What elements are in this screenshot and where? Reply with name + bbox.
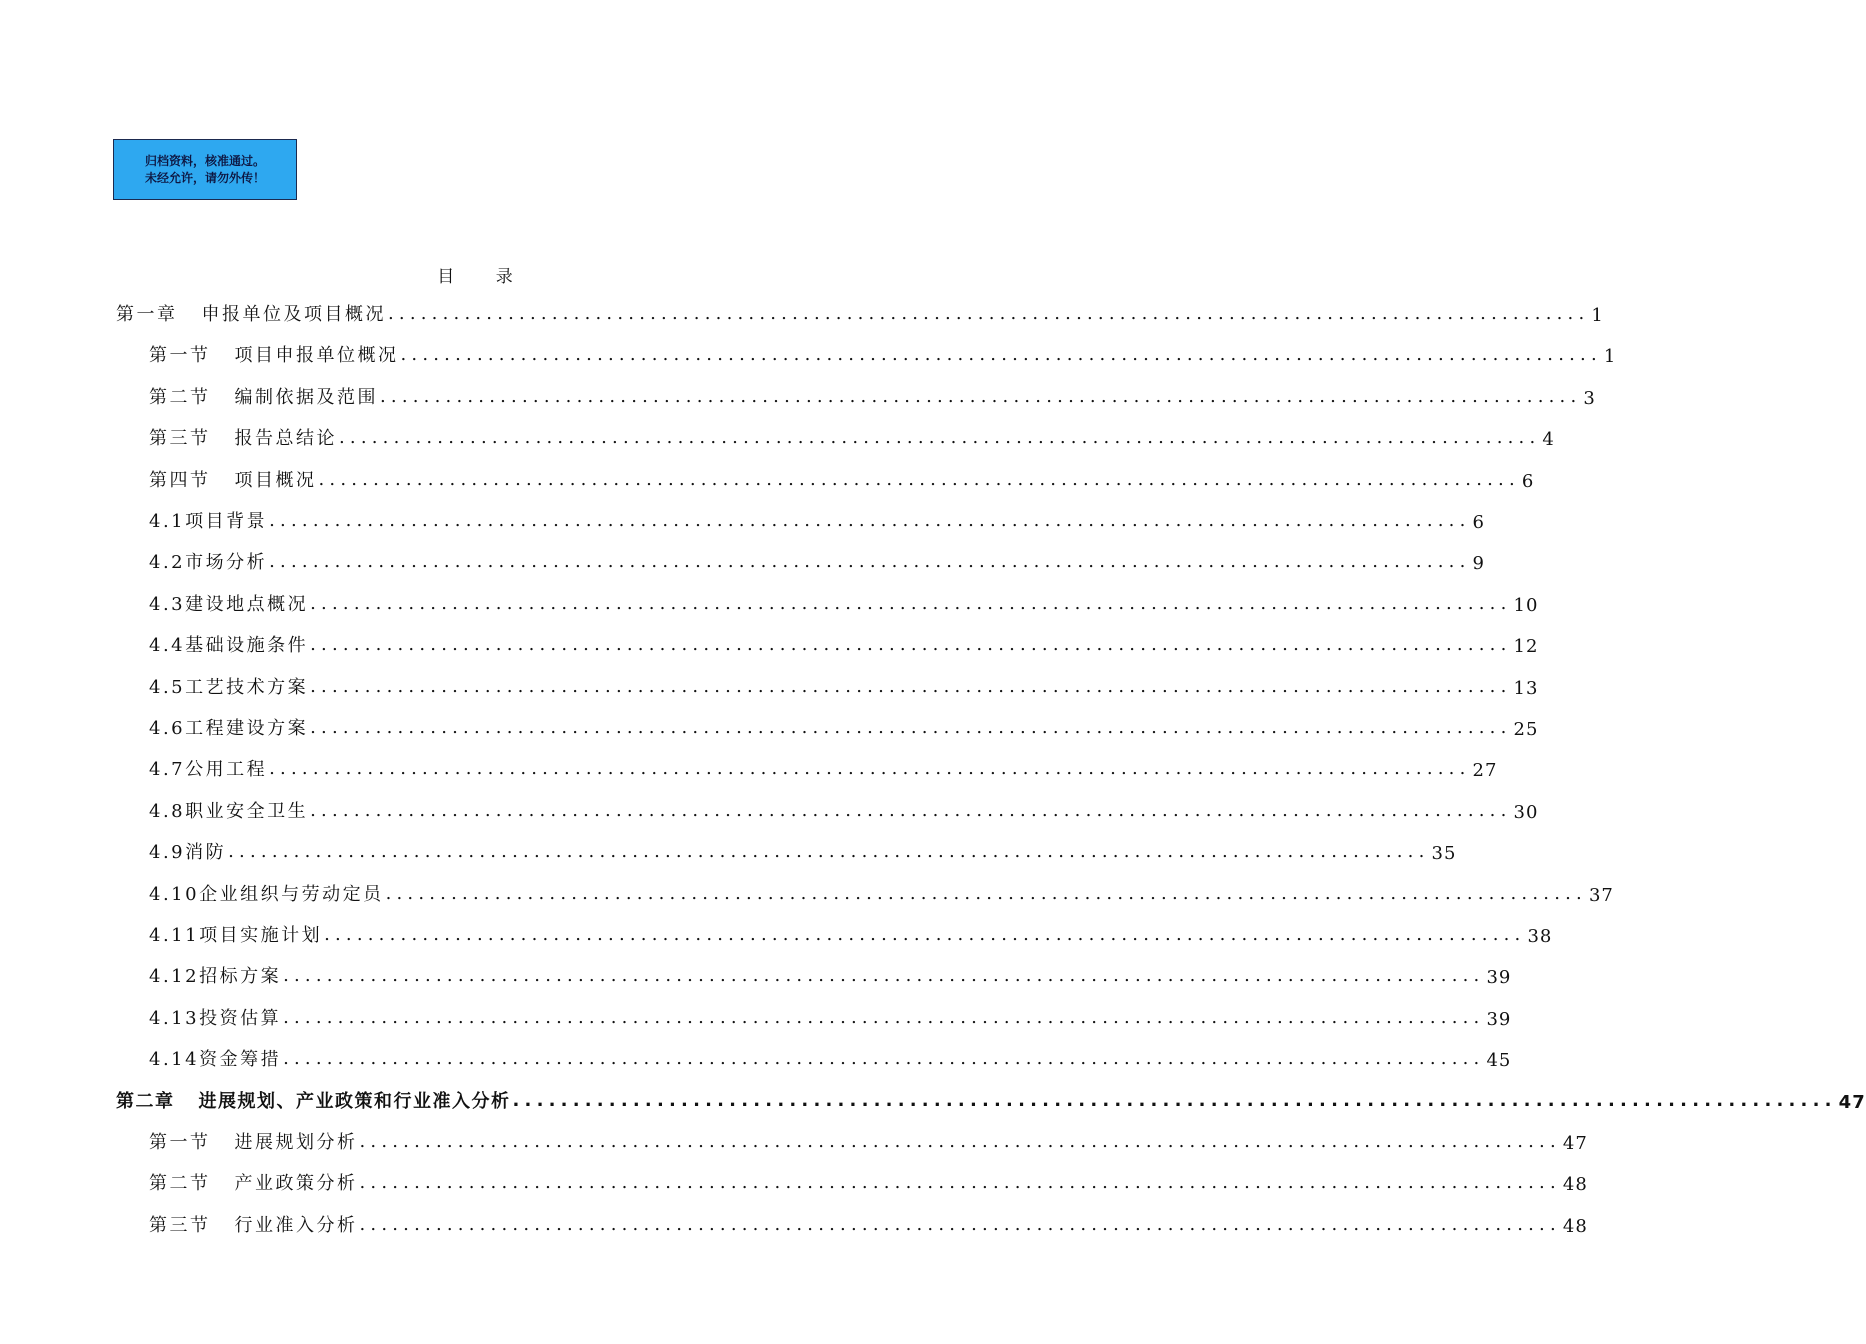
- toc-entry-label: [149, 673, 308, 699]
- toc-entry[interactable]: [149, 1002, 1512, 1030]
- toc-entry-prefix: 第三节: [149, 1214, 211, 1236]
- toc-dot-leader: ..............................................................................................................: [269, 510, 1471, 531]
- toc-dot-leader: ..............................................................................................................: [283, 1048, 1485, 1070]
- toc-dot-leader: ..............................................................................................................: [385, 882, 1587, 904]
- toc-entry-title: 报告总结论: [234, 428, 337, 450]
- toc-entry[interactable]: [149, 836, 1457, 865]
- toc-entry-label: [149, 424, 337, 450]
- toc-entry-label: [149, 507, 267, 533]
- toc-entry[interactable]: [149, 1126, 1588, 1154]
- toc-entry[interactable]: [149, 919, 1553, 947]
- toc-dot-leader: ..............................................................................................................: [388, 303, 1590, 324]
- toc-entry-title: 编制依据及范围: [234, 386, 378, 408]
- toc-dot-leader: ..............................................................................................................: [310, 717, 1512, 738]
- toc-entry-title: 4.7公用工程: [149, 759, 268, 781]
- toc-dot-leader: ..............................................................................................................: [283, 965, 1485, 987]
- toc-entry-label: [149, 1211, 358, 1237]
- toc-dot-leader: ..............................................................................................................: [359, 1172, 1561, 1194]
- toc-entry-title: 项目概况: [234, 469, 317, 491]
- toc-entry-label: [149, 962, 281, 988]
- toc-entry-title: 4.5工艺技术方案: [149, 676, 309, 698]
- toc-entry-title: 4.4基础设施条件: [149, 635, 309, 657]
- toc-entry-prefix: 第二节: [149, 386, 211, 408]
- toc-entry-title: 产业政策分析: [234, 1173, 358, 1195]
- toc-dot-leader: ..............................................................................................................: [310, 675, 1512, 697]
- toc-entry-page-number: 48: [1562, 1174, 1588, 1196]
- toc-entry[interactable]: [149, 339, 1617, 368]
- toc-entry[interactable]: [149, 795, 1539, 823]
- toc-entry-title: 进展规划分析: [234, 1132, 358, 1153]
- toc-entry[interactable]: [149, 878, 1614, 906]
- toc-entry[interactable]: [149, 753, 1498, 782]
- toc-entry[interactable]: [149, 1167, 1588, 1196]
- toc-entry-label: [149, 921, 322, 947]
- toc-entry-label: [149, 466, 317, 492]
- toc-entry-label: [149, 383, 378, 409]
- toc-entry[interactable]: [149, 671, 1539, 699]
- toc-entry-page-number: 6: [1472, 512, 1485, 533]
- toc-entry-page-number: 45: [1486, 1050, 1512, 1072]
- toc-entry-page-number: 38: [1527, 926, 1553, 947]
- toc-entry-title: 4.14资金筹措: [149, 1049, 282, 1071]
- stamp-line-2: 未经允许，请勿外传！: [144, 170, 265, 185]
- toc-entry-prefix: 第一节: [149, 345, 211, 367]
- toc-entry-title: 4.11项目实施计划: [149, 925, 323, 946]
- toc-entry-label: [149, 548, 267, 574]
- toc-entry-prefix: 第一章: [116, 304, 178, 325]
- toc-entry[interactable]: [149, 629, 1539, 658]
- toc-title: 目 录: [437, 267, 531, 287]
- toc-entry-page-number: 39: [1486, 1008, 1512, 1030]
- toc-entry-prefix: 第四节: [149, 469, 211, 491]
- toc-entry-title: 项目申报单位概况: [234, 345, 399, 367]
- toc-entry-page-number: 12: [1513, 636, 1539, 658]
- toc-dot-leader: ..............................................................................................................: [318, 468, 1520, 490]
- toc-entry-page-number: 30: [1513, 801, 1539, 823]
- toc-entry-page-number: 1: [1591, 305, 1604, 326]
- toc-entry-label: [149, 797, 308, 823]
- toc-entry-page-number: 13: [1513, 677, 1539, 699]
- toc-entry-title: 4.13投资估算: [149, 1007, 282, 1029]
- toc-entry-page-number: 47: [1838, 1091, 1866, 1113]
- toc-entry-title: 4.3建设地点概况: [149, 593, 309, 615]
- toc-dot-leader: ..............................................................................................................: [380, 385, 1582, 407]
- toc-entry[interactable]: [149, 381, 1596, 409]
- toc-dot-leader: ..............................................................................................................: [310, 634, 1512, 656]
- toc-dot-leader: ..............................................................................................................: [324, 924, 1526, 945]
- toc-dot-leader: ..............................................................................................................: [400, 344, 1602, 366]
- toc-entry-label: [149, 755, 267, 781]
- toc-entry-label: [149, 714, 308, 740]
- toc-entry-page-number: 4: [1542, 429, 1555, 451]
- toc-entry-label: [116, 1087, 511, 1113]
- toc-entry[interactable]: [149, 422, 1555, 451]
- toc-entry[interactable]: [149, 1209, 1588, 1237]
- toc-entry-page-number: 47: [1562, 1133, 1588, 1154]
- toc-entry-page-number: 39: [1486, 967, 1512, 989]
- toc-dot-leader: ..............................................................................................................: [310, 592, 1512, 614]
- toc-entry-label: [149, 631, 308, 657]
- toc-entry-title: 申报单位及项目概况: [201, 304, 386, 325]
- toc-entry-label: [149, 341, 399, 367]
- toc-dot-leader: ..............................................................................................................: [269, 551, 1471, 573]
- toc-entry-prefix: 第一节: [149, 1132, 211, 1153]
- toc-entry-label: [149, 590, 308, 616]
- toc-entry-label: [149, 1128, 358, 1154]
- toc-entry-title: 4.9消防: [149, 842, 227, 864]
- toc-entry-title: 行业准入分析: [234, 1214, 358, 1236]
- toc-entry-label: [149, 880, 384, 906]
- toc-dot-leader: ..............................................................................................................: [359, 1213, 1561, 1235]
- toc-entry-page-number: 37: [1588, 884, 1614, 906]
- toc-entry-title: 4.6工程建设方案: [149, 718, 309, 739]
- toc-entry-page-number: 9: [1472, 553, 1485, 575]
- toc-dot-leader: ..............................................................................................................: [269, 758, 1471, 780]
- toc-entry-title: 4.10企业组织与劳动定员: [149, 883, 384, 905]
- toc-dot-leader: ..............................................................................................................: [228, 841, 1430, 863]
- toc-entry-page-number: 48: [1562, 1215, 1588, 1237]
- toc-entry-label: [149, 1169, 358, 1195]
- toc-entry-prefix: 第二节: [149, 1173, 211, 1195]
- toc-entry[interactable]: [149, 546, 1485, 575]
- toc-entry-page-number: 6: [1521, 470, 1535, 492]
- toc-entry-title: 4.8职业安全卫生: [149, 800, 309, 822]
- toc-dot-leader: ..............................................................................................................: [359, 1131, 1561, 1152]
- toc-entry-prefix: 第二章: [116, 1090, 175, 1112]
- toc-entry-title: 4.12招标方案: [149, 966, 282, 988]
- toc-entry-page-number: 3: [1583, 387, 1596, 409]
- toc-dot-leader: ..............................................................................................................: [310, 799, 1512, 821]
- toc-entry-page-number: 35: [1431, 843, 1457, 865]
- toc-entry[interactable]: [149, 505, 1485, 533]
- toc-entry-page-number: 10: [1513, 594, 1539, 616]
- toc-entry[interactable]: [149, 712, 1539, 740]
- toc-entry-prefix: 第三节: [149, 428, 211, 450]
- toc-entry-title: 4.1项目背景: [149, 511, 268, 532]
- toc-dot-leader: ..............................................................................................................: [512, 1089, 1837, 1111]
- stamp-line-1: 归档资料，核准通过。: [144, 153, 265, 168]
- toc-dot-leader: ..............................................................................................................: [339, 427, 1541, 449]
- toc-entry-title: 4.2市场分析: [149, 552, 268, 574]
- toc-entry-label: [116, 300, 386, 326]
- toc-entry[interactable]: [149, 960, 1512, 989]
- toc-entry-title: 进展规划、产业政策和行业准入分析: [198, 1090, 511, 1112]
- toc-entry-page-number: 25: [1513, 719, 1539, 740]
- toc-entry-page-number: 1: [1603, 346, 1617, 368]
- toc-entry[interactable]: [149, 588, 1539, 616]
- toc-entry-label: [149, 1045, 281, 1071]
- toc-entry[interactable]: [149, 464, 1535, 492]
- toc-entry-label: [149, 838, 226, 864]
- toc-entry[interactable]: [149, 1043, 1512, 1072]
- toc-entry-page-number: 27: [1472, 760, 1498, 782]
- toc-entry-label: [149, 1004, 281, 1030]
- toc-entry[interactable]: [116, 1085, 1866, 1113]
- toc-entry[interactable]: [116, 298, 1604, 326]
- toc-dot-leader: ..............................................................................................................: [283, 1006, 1485, 1028]
